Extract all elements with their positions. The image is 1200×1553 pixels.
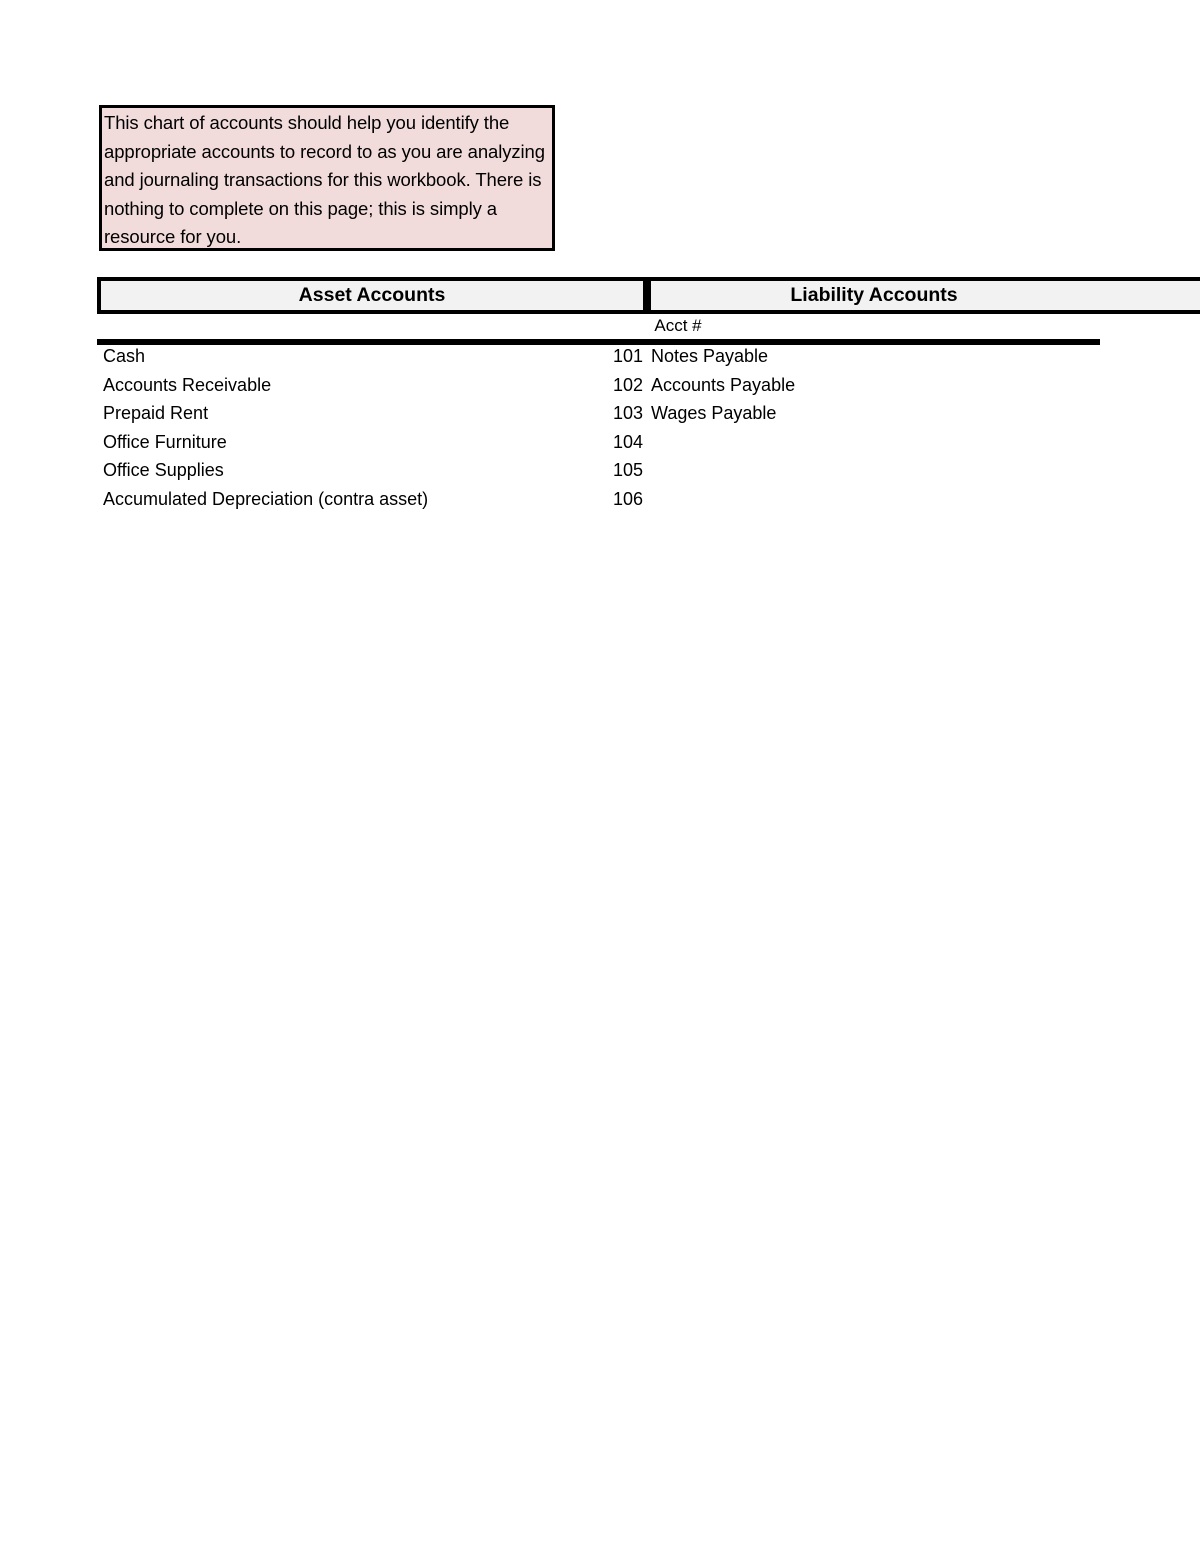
asset-account-name: Office Furniture (103, 431, 227, 452)
table-row (0, 456, 1200, 485)
account-number: 106 (612, 488, 643, 509)
acct-number-header: Acct # (654, 316, 702, 335)
account-number: 101 (612, 346, 643, 366)
table-row (0, 371, 1200, 400)
asset-account-name: Prepaid Rent (103, 403, 209, 424)
column-subheader (97, 314, 1100, 345)
table-row (0, 428, 1200, 457)
asset-account-name: Accounts Receivable (103, 374, 272, 395)
table-row (0, 399, 1200, 428)
account-number: 102 (612, 374, 643, 395)
table-row (0, 342, 1200, 371)
instructions-note (99, 105, 555, 251)
table-row (0, 485, 1200, 514)
instructions-text: This chart of accounts should help you identify the appropriate accounts to record to as you are analyzing and journaling transactions for this workbook. There is nothing to complete on this page; this is simply a resource for you. (104, 112, 545, 248)
liability-account-name: Accounts Payable (651, 374, 796, 395)
liability-account-name: Notes Payable (651, 346, 769, 366)
account-number: 103 (612, 403, 643, 424)
account-number: 105 (612, 460, 643, 481)
accounts-table (0, 342, 1200, 514)
asset-account-name: Cash (103, 346, 146, 366)
asset-account-name: Office Supplies (103, 460, 224, 481)
liability-accounts-header: Liability Accounts (790, 284, 958, 306)
liability-account-name: Wages Payable (651, 403, 777, 424)
account-number: 104 (612, 431, 643, 452)
liability-accounts-header-cell (647, 277, 1200, 314)
asset-account-name: Accumulated Depreciation (contra asset) (103, 488, 429, 509)
asset-accounts-header: Asset Accounts (97, 277, 647, 314)
